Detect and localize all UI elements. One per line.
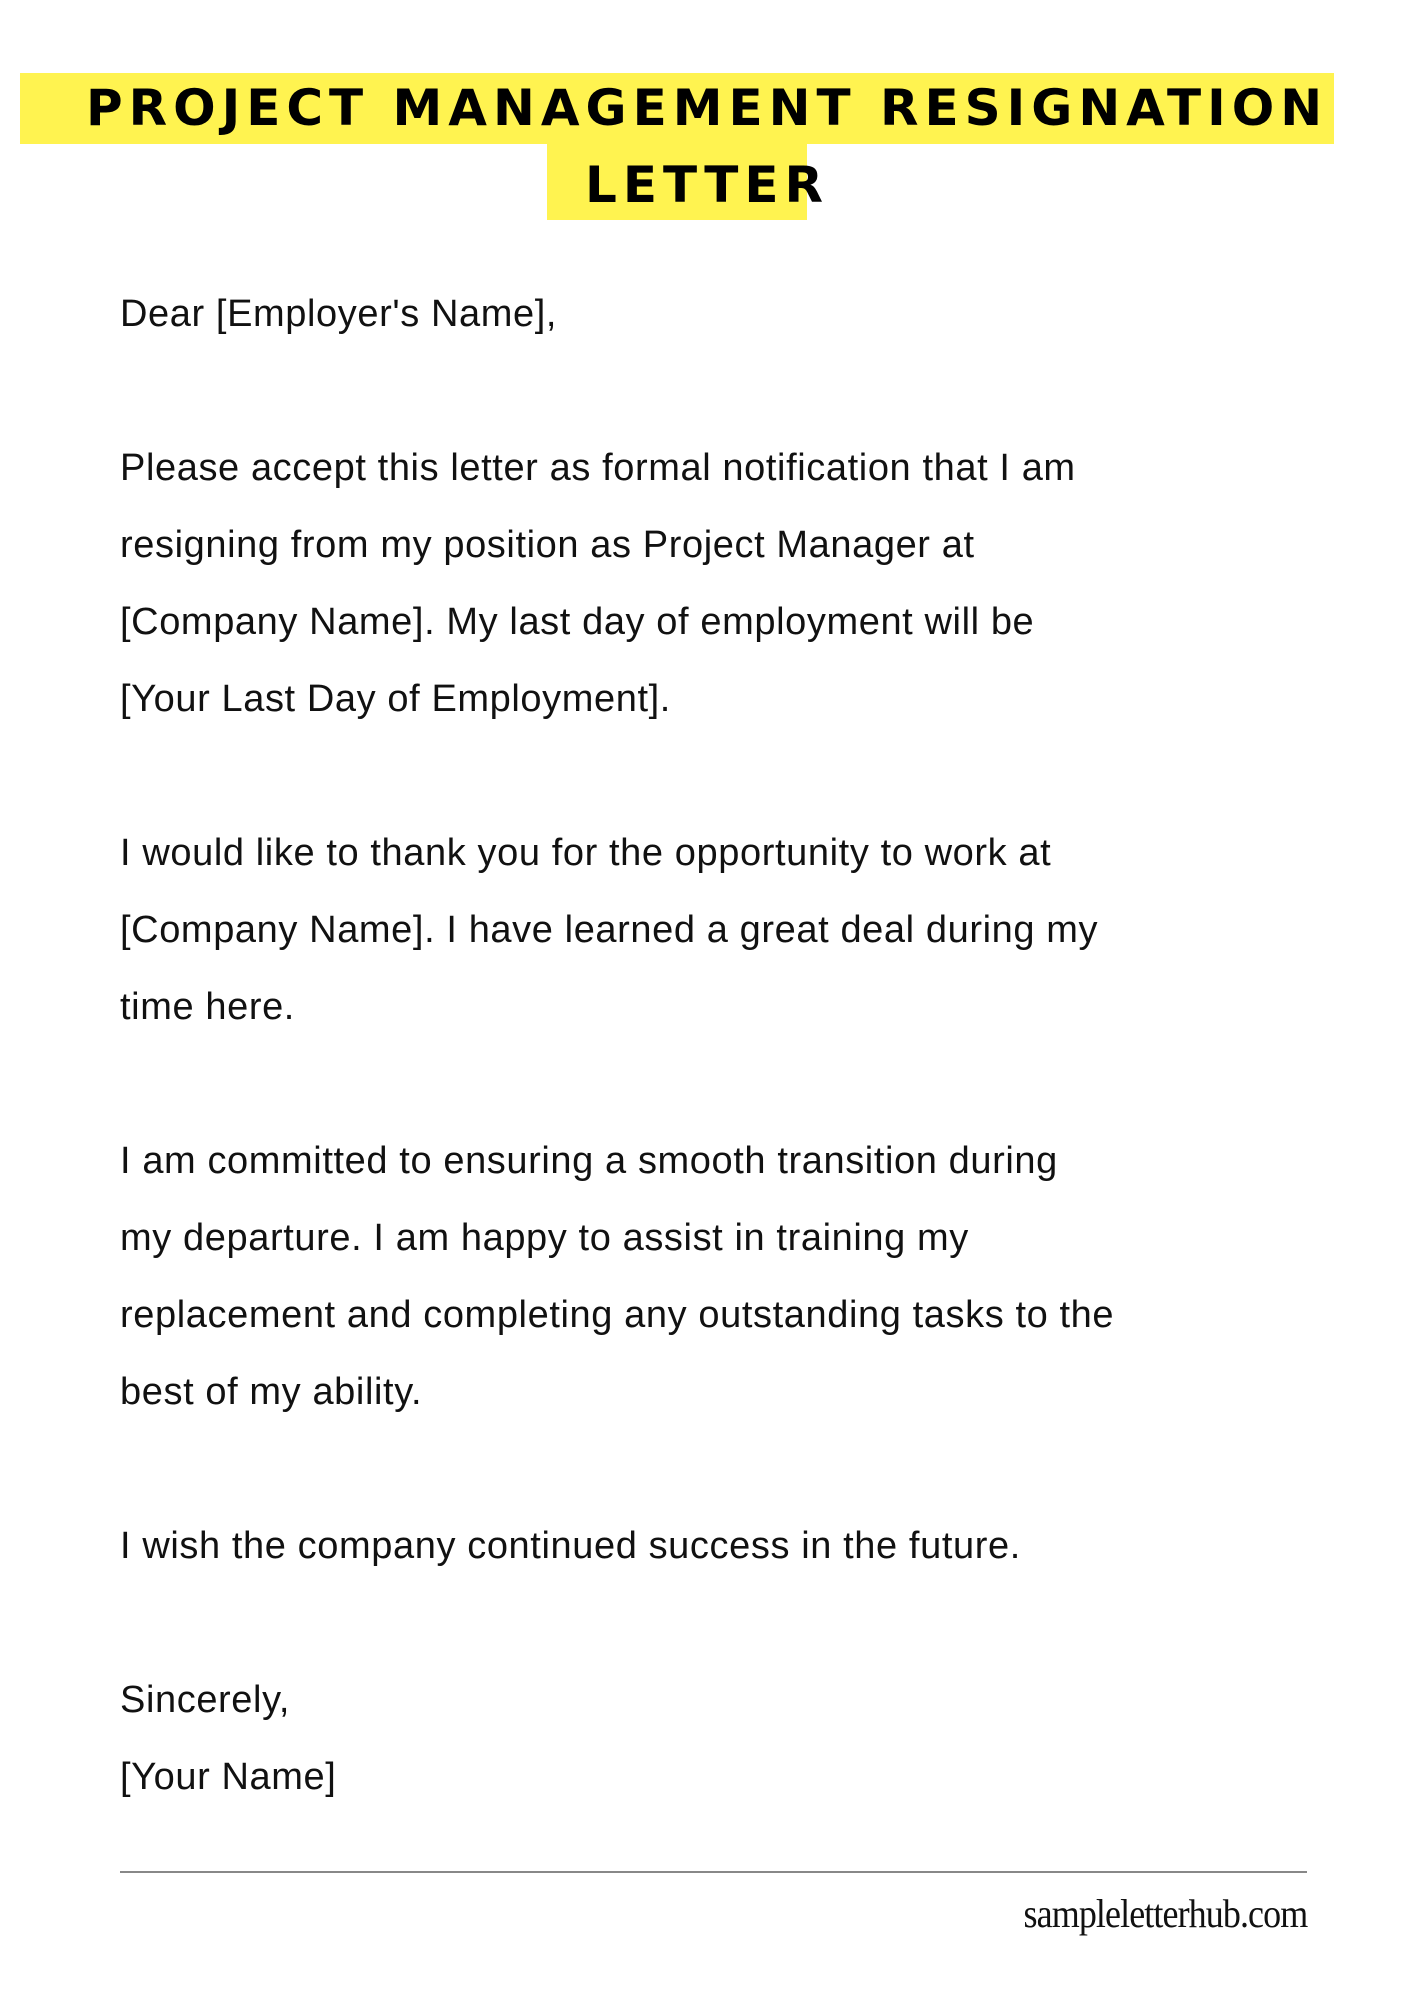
text-line: Please accept this letter as formal notification that I am (120, 447, 1076, 489)
text-line: [Company Name]. I have learned a great deal during my (120, 909, 1099, 951)
text-line: best of my ability. (120, 1371, 423, 1413)
text-line: [Company Name]. My last day of employment will be (120, 601, 1035, 643)
footer-site: sampleletterhub.com (1023, 1891, 1307, 1936)
salutation: Dear [Employer's Name], (120, 293, 558, 335)
letter-body (120, 276, 1114, 1816)
paragraph-2 (120, 815, 1114, 1046)
signature: [Your Name] (120, 1756, 337, 1798)
paragraph-4 (120, 1508, 1114, 1585)
page-title (0, 70, 1414, 224)
text-line: time here. (120, 986, 295, 1028)
paragraph-3 (120, 1123, 1114, 1431)
title-line-2: LETTER (584, 156, 830, 214)
closing-block (120, 1662, 1114, 1816)
text-line: [Your Last Day of Employment]. (120, 678, 671, 720)
footer-divider (120, 1871, 1307, 1873)
text-line: resigning from my position as Project Manager at (120, 524, 975, 566)
text-line: I wish the company continued success in the future. (120, 1525, 1021, 1567)
text-line: I am committed to ensuring a smooth transition during (120, 1140, 1058, 1182)
title-line-1: PROJECT MANAGEMENT RESIGNATION (85, 79, 1329, 137)
text-line: my departure. I am happy to assist in training my (120, 1217, 969, 1259)
text-line: replacement and completing any outstanding tasks to the (120, 1294, 1115, 1336)
closing: Sincerely, (120, 1679, 291, 1721)
paragraph-1 (120, 430, 1114, 738)
text-line: I would like to thank you for the opportunity to work at (120, 832, 1052, 874)
